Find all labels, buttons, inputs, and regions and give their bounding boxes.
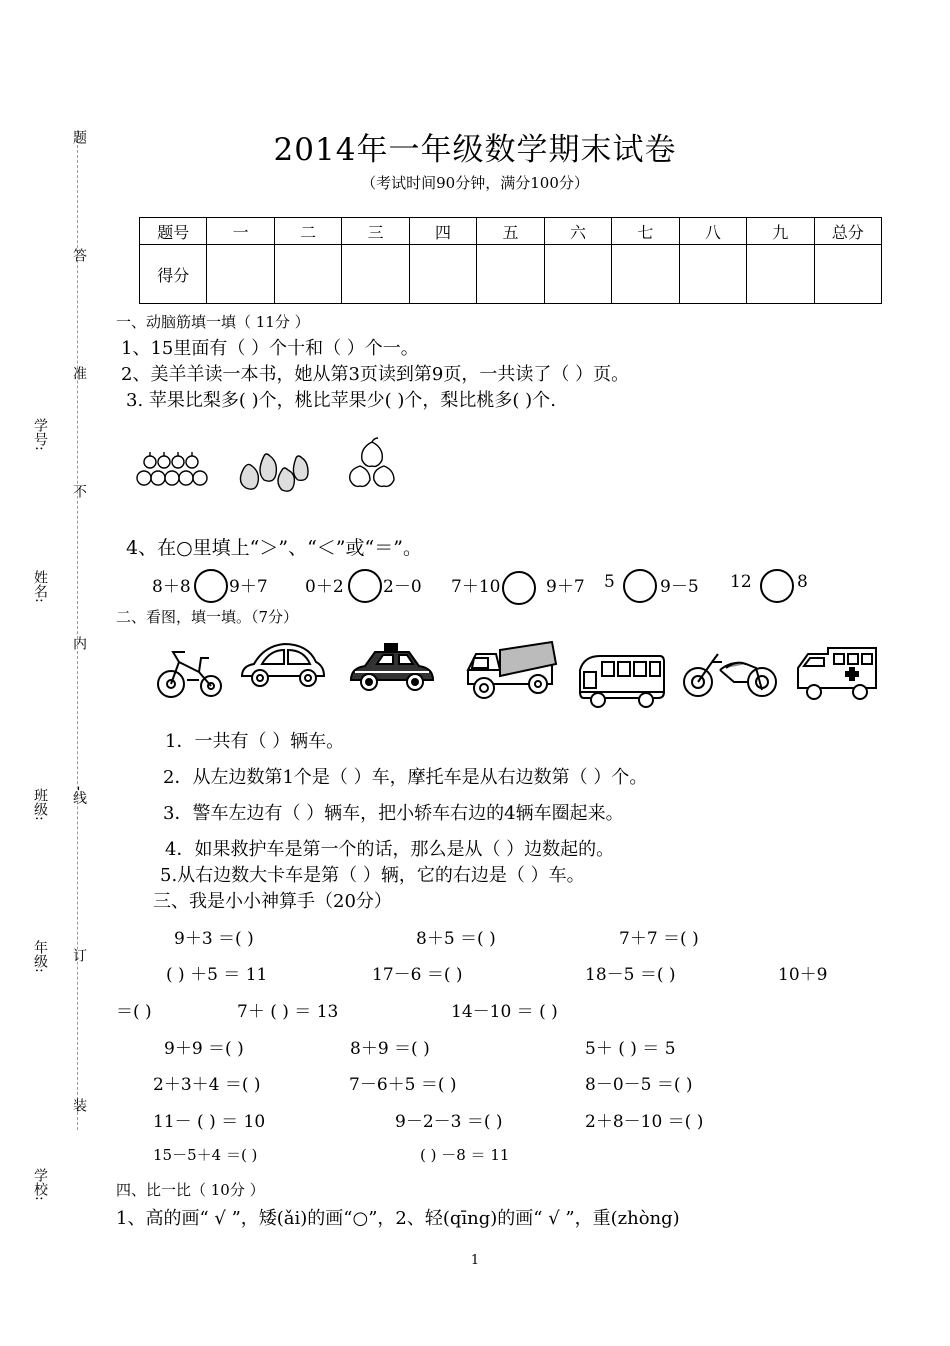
compare-right-2: 2－0 <box>383 577 422 597</box>
header-cell: 二 <box>274 218 341 245</box>
score-cell[interactable] <box>274 245 341 304</box>
peach-pile-icon <box>346 436 398 492</box>
score-cell[interactable] <box>679 245 746 304</box>
s1-question-2: 2、美羊羊读一本书，她从第3页读到第9页，一共读了（ ）页。 <box>121 364 630 385</box>
calc-item: 15－5＋4 ＝( ) <box>153 1146 258 1164</box>
header-cell: 四 <box>409 218 476 245</box>
calc-item: 9＋9 ＝( ) <box>164 1039 244 1059</box>
calc-item: 2＋3＋4 ＝( ) <box>153 1075 261 1095</box>
compare-circle-4[interactable] <box>623 569 657 603</box>
score-cell[interactable] <box>612 245 679 304</box>
compare-circle-1[interactable] <box>194 569 228 603</box>
calc-item: 10＋9 <box>778 965 828 985</box>
score-value-row <box>140 245 882 304</box>
calc-item: 14－10 ＝ ( ) <box>451 1002 558 1022</box>
field-name: 姓名: <box>32 570 48 603</box>
section4-heading: 四、比一比（ 10分 ） <box>116 1181 265 1199</box>
calc-item: 11－ ( ) ＝ 10 <box>153 1112 266 1132</box>
compare-circle-5[interactable] <box>760 569 794 603</box>
compare-left-4: 5 <box>604 572 615 592</box>
s1-question-4: 4、在○里填上“＞”、“＜”或“＝”。 <box>126 537 422 559</box>
seal-char-3: 准 <box>71 366 87 380</box>
truck-icon <box>464 640 560 702</box>
police-car-icon <box>347 642 437 694</box>
ambulance-icon <box>794 644 882 704</box>
calc-item: 9＋3 ＝( ) <box>174 929 254 949</box>
score-cell[interactable] <box>409 245 476 304</box>
header-cell: 七 <box>612 218 679 245</box>
calc-item: ( ) －8 ＝ 11 <box>420 1146 510 1164</box>
s2-question-5: 5.从右边数大卡车是第（ ）辆，它的右边是（ ）车。 <box>160 865 585 886</box>
compare-circle-3[interactable] <box>502 571 536 605</box>
s4-question-1: 1、高的画“ √ ”，矮(ǎi)的画“○”，2、轻(qīng)的画“ √ ”，重(zhòng) <box>116 1208 680 1229</box>
seal-char-6: -线 <box>71 786 87 805</box>
calc-item: 18－5 ＝( ) <box>585 965 676 985</box>
seal-char-5: 内 <box>71 636 87 650</box>
seal-char-8: 装 <box>71 1098 87 1112</box>
score-cell[interactable] <box>207 245 274 304</box>
s1-question-1: 1、15里面有（ ）个十和（ ）个一。 <box>121 338 419 359</box>
exam-subtitle: （考试时间90分钟，满分100分） <box>361 174 589 192</box>
score-table <box>139 217 882 304</box>
score-cell[interactable] <box>814 245 881 304</box>
section2-heading: 二、看图，填一填。（7分） <box>116 608 299 626</box>
compare-circle-2[interactable] <box>348 569 382 603</box>
header-cell: 总分 <box>814 218 881 245</box>
calc-item: 2＋8－10 ＝( ) <box>585 1112 704 1132</box>
score-cell[interactable] <box>747 245 814 304</box>
header-cell: 八 <box>679 218 746 245</box>
page-title: 2014年一年级数学期末试卷 <box>273 132 677 168</box>
compare-right-5: 8 <box>797 572 808 592</box>
score-header-row <box>140 218 882 245</box>
field-school: 学校: <box>32 1168 48 1201</box>
calc-item: 7＋7 ＝( ) <box>619 929 699 949</box>
page-number: 1 <box>470 1253 480 1268</box>
calc-item: 8－0－5 ＝( ) <box>585 1075 693 1095</box>
score-cell[interactable] <box>342 245 409 304</box>
section1-heading: 一、动脑筋填一填（ 11分 ） <box>116 313 310 331</box>
calc-item: ( ) ＋5 ＝ 11 <box>166 965 268 985</box>
calc-item: 8＋5 ＝( ) <box>416 929 496 949</box>
seal-char-7: 订 <box>71 948 87 962</box>
header-cell: 六 <box>544 218 611 245</box>
apple-pile-icon <box>136 450 210 492</box>
bicycle-icon <box>155 646 225 702</box>
section3-heading: 三、我是小小神算手（20分） <box>153 891 392 912</box>
header-cell: 三 <box>342 218 409 245</box>
compare-left-2: 0＋2 <box>305 577 344 597</box>
seal-char-4: 不 <box>71 484 87 498</box>
motorcycle-icon <box>680 650 780 700</box>
s1-question-3: 3. 苹果比梨多( )个，桃比苹果少( )个，梨比桃多( )个. <box>126 390 556 411</box>
small-car-icon <box>238 640 328 690</box>
compare-left-1: 8＋8 <box>152 577 191 597</box>
header-cell: 五 <box>477 218 544 245</box>
calc-item: 9－2－3 ＝( ) <box>395 1112 503 1132</box>
binding-dashed-line <box>77 130 78 1130</box>
pear-pile-icon <box>234 448 312 494</box>
calc-item: 17－6 ＝( ) <box>372 965 463 985</box>
compare-right-3: 9＋7 <box>546 577 585 597</box>
header-cell: 九 <box>747 218 814 245</box>
calc-item: 8＋9 ＝( ) <box>350 1039 430 1059</box>
field-student-id: 学号: <box>32 418 48 451</box>
compare-left-3: 7＋10 <box>451 577 501 597</box>
bus-icon <box>576 652 668 710</box>
score-cell[interactable] <box>477 245 544 304</box>
calc-item: 5＋ ( ) ＝ 5 <box>585 1039 676 1059</box>
calc-item: ＝( ) <box>116 1002 152 1022</box>
s2-question-2: 2．从左边数第1个是（ ）车，摩托车是从右边数第（ ）个。 <box>163 767 648 788</box>
compare-right-1: 9＋7 <box>229 577 268 597</box>
seal-char-2: 答 <box>71 248 87 262</box>
compare-right-4: 9－5 <box>660 577 699 597</box>
header-cell: 题号 <box>140 218 207 245</box>
score-label: 得分 <box>140 245 207 304</box>
header-cell: 一 <box>207 218 274 245</box>
s2-question-3: 3．警车左边有（ ）辆车，把小轿车右边的4辆车圈起来。 <box>163 803 624 824</box>
calc-item: 7＋ ( ) ＝ 13 <box>237 1002 339 1022</box>
s2-question-4: 4．如果救护车是第一个的话，那么是从（ ）边数起的。 <box>165 839 615 860</box>
field-grade: 年级: <box>32 940 48 973</box>
compare-left-5: 12 <box>730 572 752 592</box>
score-cell[interactable] <box>544 245 611 304</box>
seal-char-1: 题 <box>71 130 87 144</box>
field-class: 班级: <box>32 788 48 821</box>
calc-item: 7－6＋5 ＝( ) <box>349 1075 457 1095</box>
s2-question-1: 1．一共有（ ）辆车。 <box>165 731 345 752</box>
